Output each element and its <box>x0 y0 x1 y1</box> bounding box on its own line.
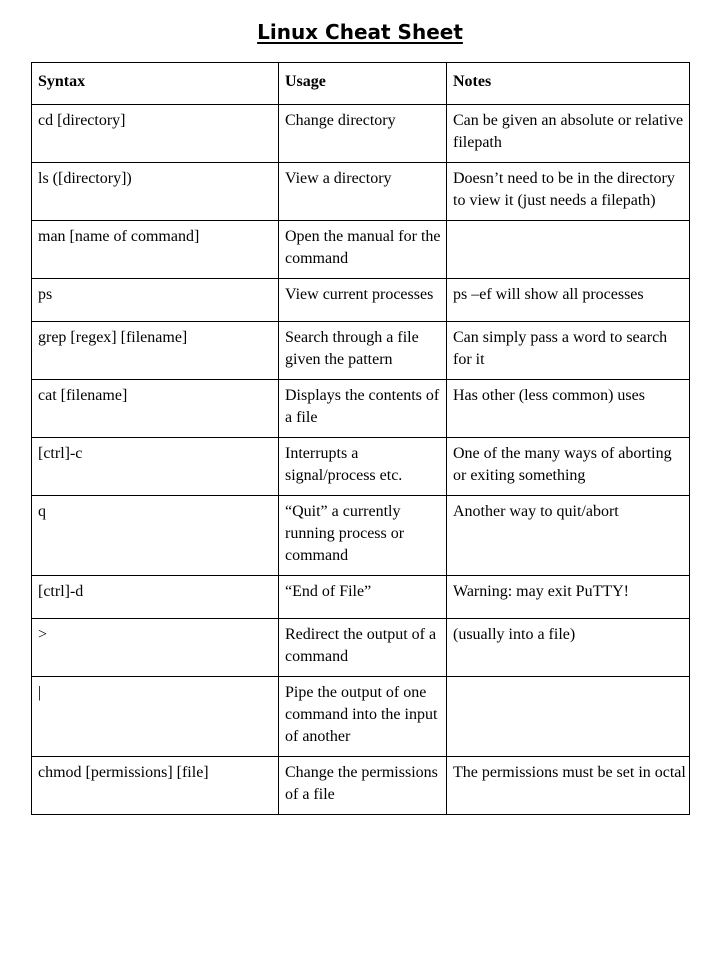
usage-cell: “End of File” <box>279 576 447 619</box>
syntax-cell: cd [directory] <box>32 105 279 163</box>
usage-cell: Search through a file given the pattern <box>279 322 447 380</box>
usage-cell: View a directory <box>279 163 447 221</box>
syntax-cell: > <box>32 619 279 677</box>
notes-cell: Doesn’t need to be in the directory to view it (just needs a filepath) <box>447 163 690 221</box>
notes-cell <box>447 677 690 757</box>
table-row <box>32 221 690 279</box>
page-title: Linux Cheat Sheet <box>257 20 463 44</box>
usage-cell: Redirect the output of a command <box>279 619 447 677</box>
notes-cell: (usually into a file) <box>447 619 690 677</box>
notes-cell: One of the many ways of aborting or exiting something <box>447 438 690 496</box>
table-row <box>32 322 690 380</box>
table-row <box>32 380 690 438</box>
usage-cell: Pipe the output of one command into the input of another <box>279 677 447 757</box>
table-row <box>32 105 690 163</box>
syntax-cell: ps <box>32 279 279 322</box>
notes-cell: Can simply pass a word to search for it <box>447 322 690 380</box>
syntax-cell: [ctrl]-d <box>32 576 279 619</box>
usage-cell: Change the permissions of a file <box>279 757 447 815</box>
usage-cell: Interrupts a signal/process etc. <box>279 438 447 496</box>
notes-cell: Warning: may exit PuTTY! <box>447 576 690 619</box>
table-row <box>32 438 690 496</box>
header-usage: Usage <box>279 63 447 105</box>
table-row <box>32 677 690 757</box>
table-row <box>32 757 690 815</box>
header-notes: Notes <box>447 63 690 105</box>
usage-cell: View current processes <box>279 279 447 322</box>
syntax-cell: chmod [permissions] [file] <box>32 757 279 815</box>
notes-cell <box>447 221 690 279</box>
syntax-cell: man [name of command] <box>32 221 279 279</box>
notes-cell: Has other (less common) uses <box>447 380 690 438</box>
notes-cell: Can be given an absolute or relative filepath <box>447 105 690 163</box>
notes-cell: The permissions must be set in octal <box>447 757 690 815</box>
syntax-cell: cat [filename] <box>32 380 279 438</box>
syntax-cell: ls ([directory]) <box>32 163 279 221</box>
cheat-sheet-table <box>31 62 690 815</box>
syntax-cell: | <box>32 677 279 757</box>
syntax-cell: [ctrl]-c <box>32 438 279 496</box>
notes-cell: ps –ef will show all processes <box>447 279 690 322</box>
header-syntax: Syntax <box>32 63 279 105</box>
syntax-cell: q <box>32 496 279 576</box>
usage-cell: Displays the contents of a file <box>279 380 447 438</box>
table-row <box>32 163 690 221</box>
table-row <box>32 619 690 677</box>
header-row <box>32 63 690 105</box>
table-row <box>32 279 690 322</box>
notes-cell: Another way to quit/abort <box>447 496 690 576</box>
syntax-cell: grep [regex] [filename] <box>32 322 279 380</box>
usage-cell: Open the manual for the command <box>279 221 447 279</box>
usage-cell: “Quit” a currently running process or command <box>279 496 447 576</box>
table-row <box>32 576 690 619</box>
table-row <box>32 496 690 576</box>
usage-cell: Change directory <box>279 105 447 163</box>
